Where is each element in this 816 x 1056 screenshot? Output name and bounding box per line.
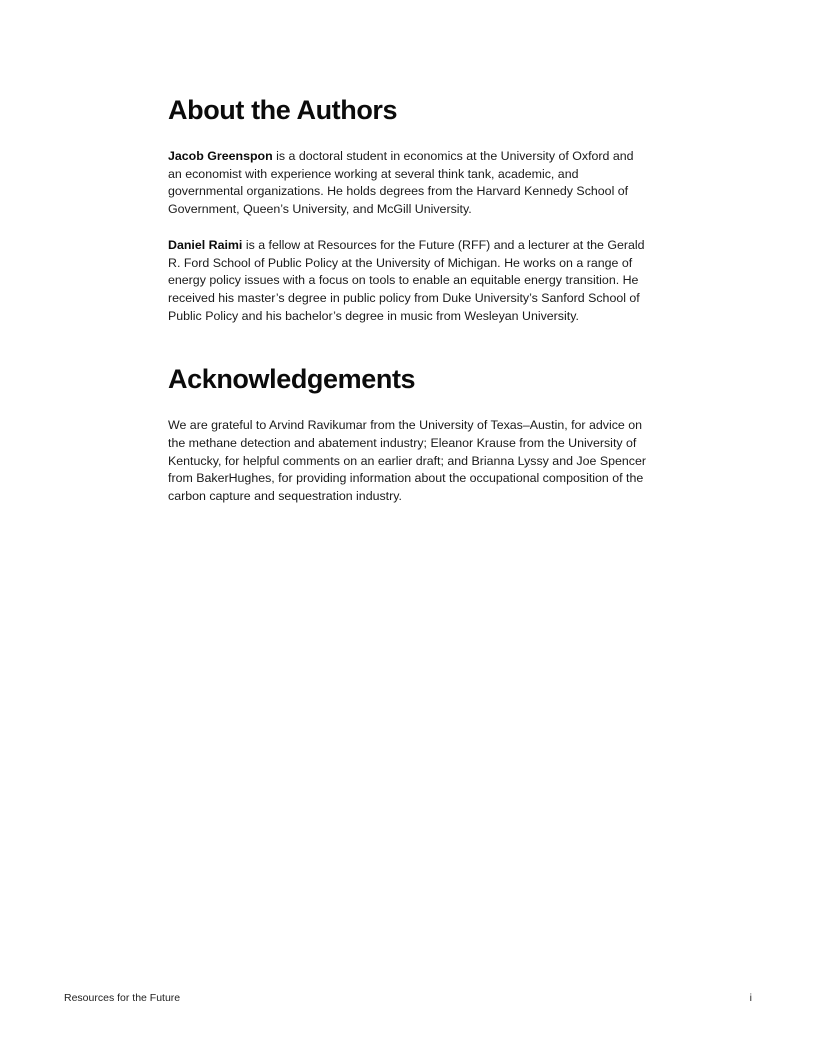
author-bio-raimi: [168, 237, 650, 326]
author-bio-text: is a doctoral student in economics at the University of Oxford and an economist with experience working at several think tank, academic, and governmental organizations. He holds degrees from the Harvard Kennedy School of Government, Queen’s University, and McGill University.: [168, 149, 634, 217]
footer-organization: Resources for the Future: [64, 992, 181, 1004]
acknowledgements-heading: Acknowledgements: [168, 364, 416, 395]
author-name: Jacob Greenspon: [168, 149, 273, 163]
page-content: [168, 92, 650, 506]
acknowledgements-text: We are grateful to Arvind Ravikumar from the University of Texas–Austin, for advice on the methane detection and abatement industry; Eleanor Krause from the University of Kentucky, for helpful comments on an earlier draft; and Brianna Lyssy and Joe Spencer from BakerHughes, for providing information about the occupational composition of the carbon capture and sequestration industry.: [168, 418, 646, 504]
about-the-authors-heading: About the Authors: [168, 95, 398, 125]
author-bio-greenspon: [168, 148, 650, 219]
author-name: Daniel Raimi: [168, 237, 243, 252]
footer-page-number: i: [749, 992, 752, 1004]
author-bio-text: is a fellow at Resources for the Future (RFF) and a lecturer at the Gerald R. Ford School of Public Policy at the University of Michigan. He works on a range of energy policy issues with a focus on tools to enable an equitable energy transition. He received his master’s degree in public policy from Duke University’s Sanford School of Public Policy and his bachelor’s degree in music from Wesleyan University.: [168, 237, 645, 323]
